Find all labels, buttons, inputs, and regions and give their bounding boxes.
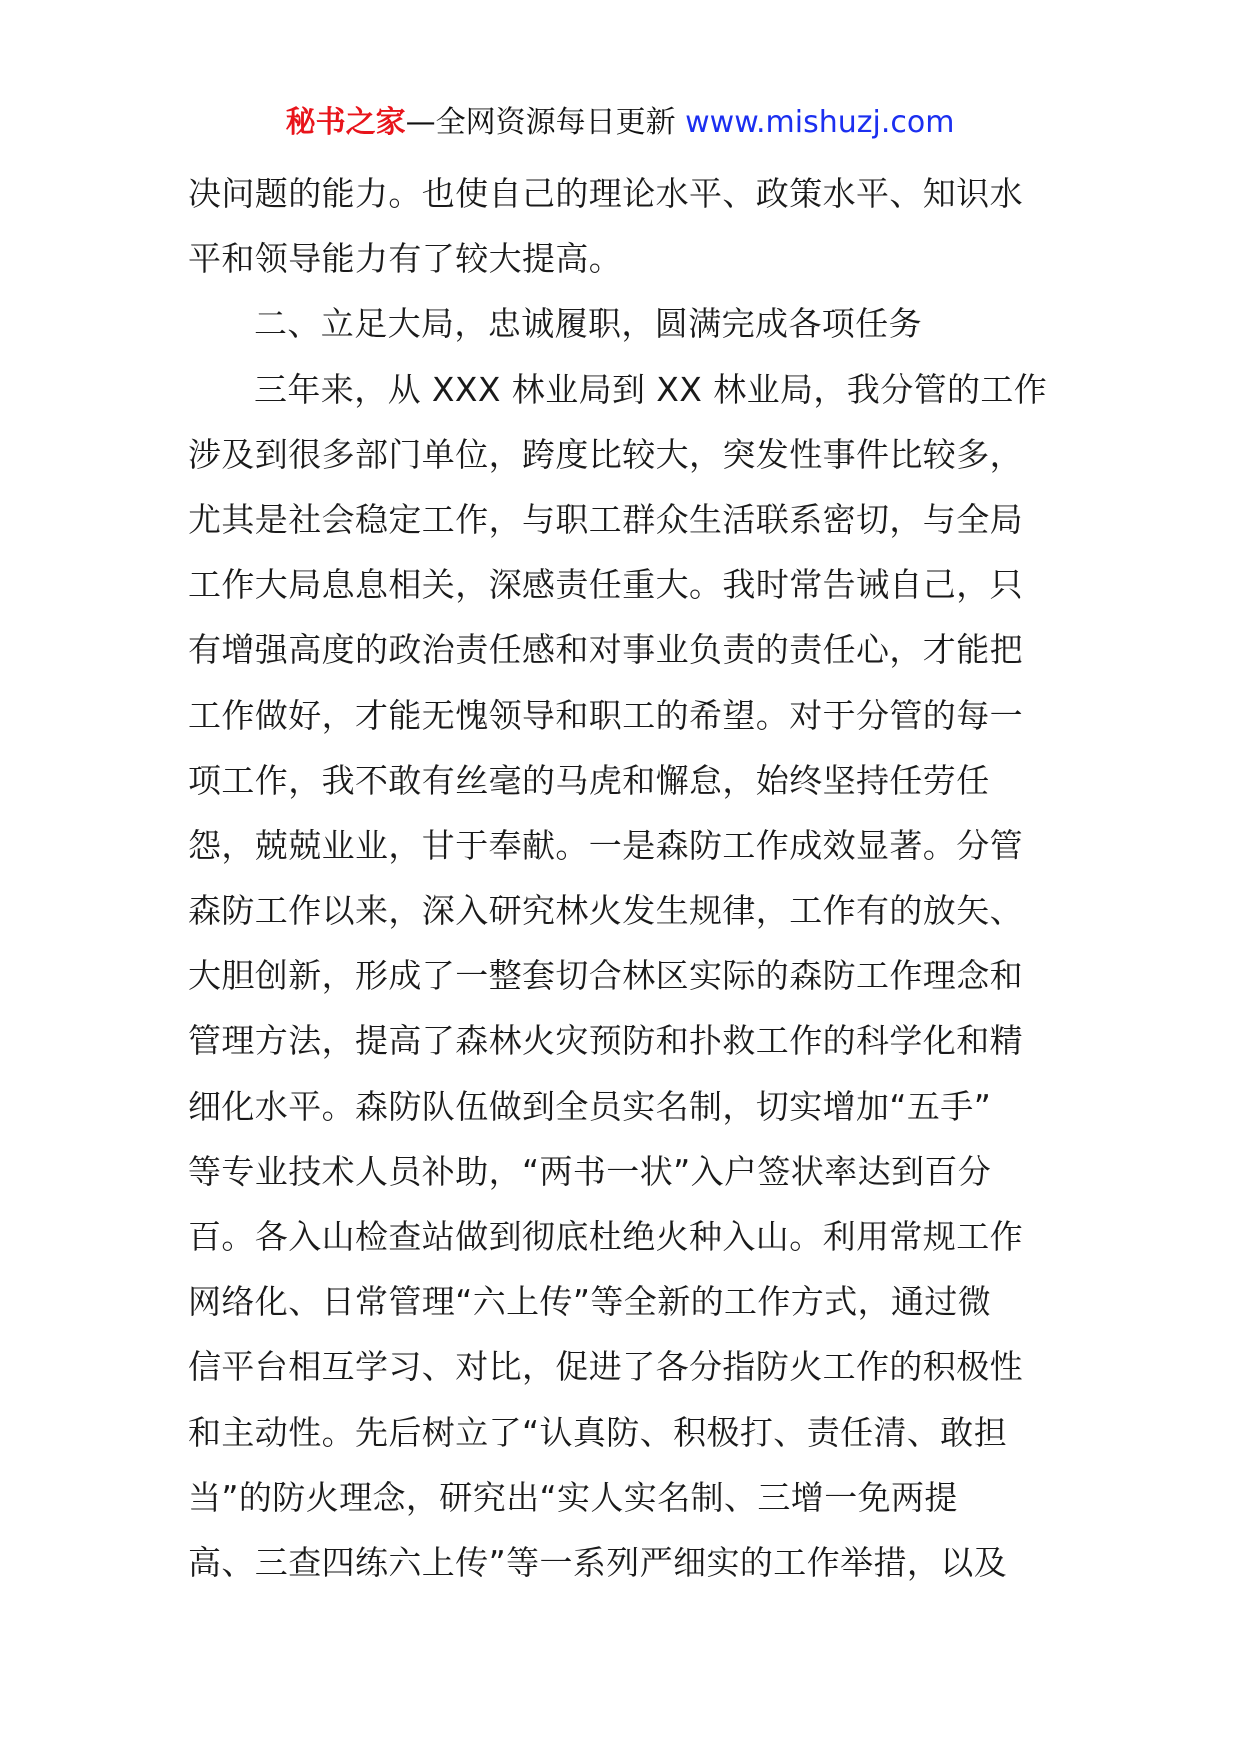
body-line: 涉及到很多部门单位，跨度比较大，突发性事件比较多， (188, 434, 1023, 474)
page-header (0, 100, 1240, 146)
body-line: 三年来，从 XXX 林业局到 XX 林业局，我分管的工作 (254, 369, 1048, 409)
body-line: 高、三查四练六上传”等一系列严细实的工作举措，以及 (188, 1542, 1008, 1582)
body-line: 森防工作以来，深入研究林火发生规律，工作有的放矢、 (188, 891, 1023, 931)
body-line: 决问题的能力。也使自己的理论水平、政策水平、知识水 (188, 174, 1023, 213)
section-heading: 二、立足大局，忠诚履职，圆满完成各项任务 (254, 304, 922, 344)
body-line: 平和领导能力有了较大提高。 (188, 239, 623, 279)
body-line: 和主动性。先后树立了“认真防、积极打、责任清、敢担 (188, 1412, 1008, 1452)
header-tagline: —全网资源每日更新 (405, 105, 686, 140)
body-line: 信平台相互学习、对比，促进了各分指防火工作的积极性 (188, 1347, 1023, 1387)
document-body (188, 161, 1058, 1595)
body-line: 网络化、日常管理“六上传”等全新的工作方式，通过微 (188, 1282, 992, 1322)
body-line: 工作大局息息相关，深感责任重大。我时常告诫自己，只 (188, 565, 1023, 605)
body-line: 尤其是社会稳定工作，与职工群众生活联系密切，与全局 (188, 499, 1023, 539)
body-line: 当”的防火理念，研究出“实人实名制、三增一免两提 (188, 1477, 958, 1517)
body-line: 管理方法，提高了森林火灾预防和扑救工作的科学化和精 (188, 1021, 1023, 1061)
body-line: 细化水平。森防队伍做到全员实名制，切实增加“五手” (188, 1086, 992, 1126)
brand-name: 秘书之家 (285, 105, 406, 140)
site-url-link[interactable]: www.mishuzj.com (685, 105, 955, 140)
body-line: 怨，兢兢业业，甘于奉献。一是森防工作成效显著。分管 (188, 825, 1023, 865)
body-line: 项工作，我不敢有丝毫的马虎和懈怠，始终坚持任劳任 (188, 760, 990, 800)
body-line: 大胆创新，形成了一整套切合林区实际的森防工作理念和 (188, 956, 1023, 996)
body-line: 有增强高度的政治责任感和对事业负责的责任心，才能把 (188, 630, 1023, 670)
body-line: 百。各入山检查站做到彻底杜绝火种入山。利用常规工作 (188, 1217, 1023, 1256)
body-line: 等专业技术人员补助，“两书一状”入户签状率达到百分 (188, 1151, 992, 1191)
body-line: 工作做好，才能无愧领导和职工的希望。对于分管的每一 (188, 695, 1023, 735)
